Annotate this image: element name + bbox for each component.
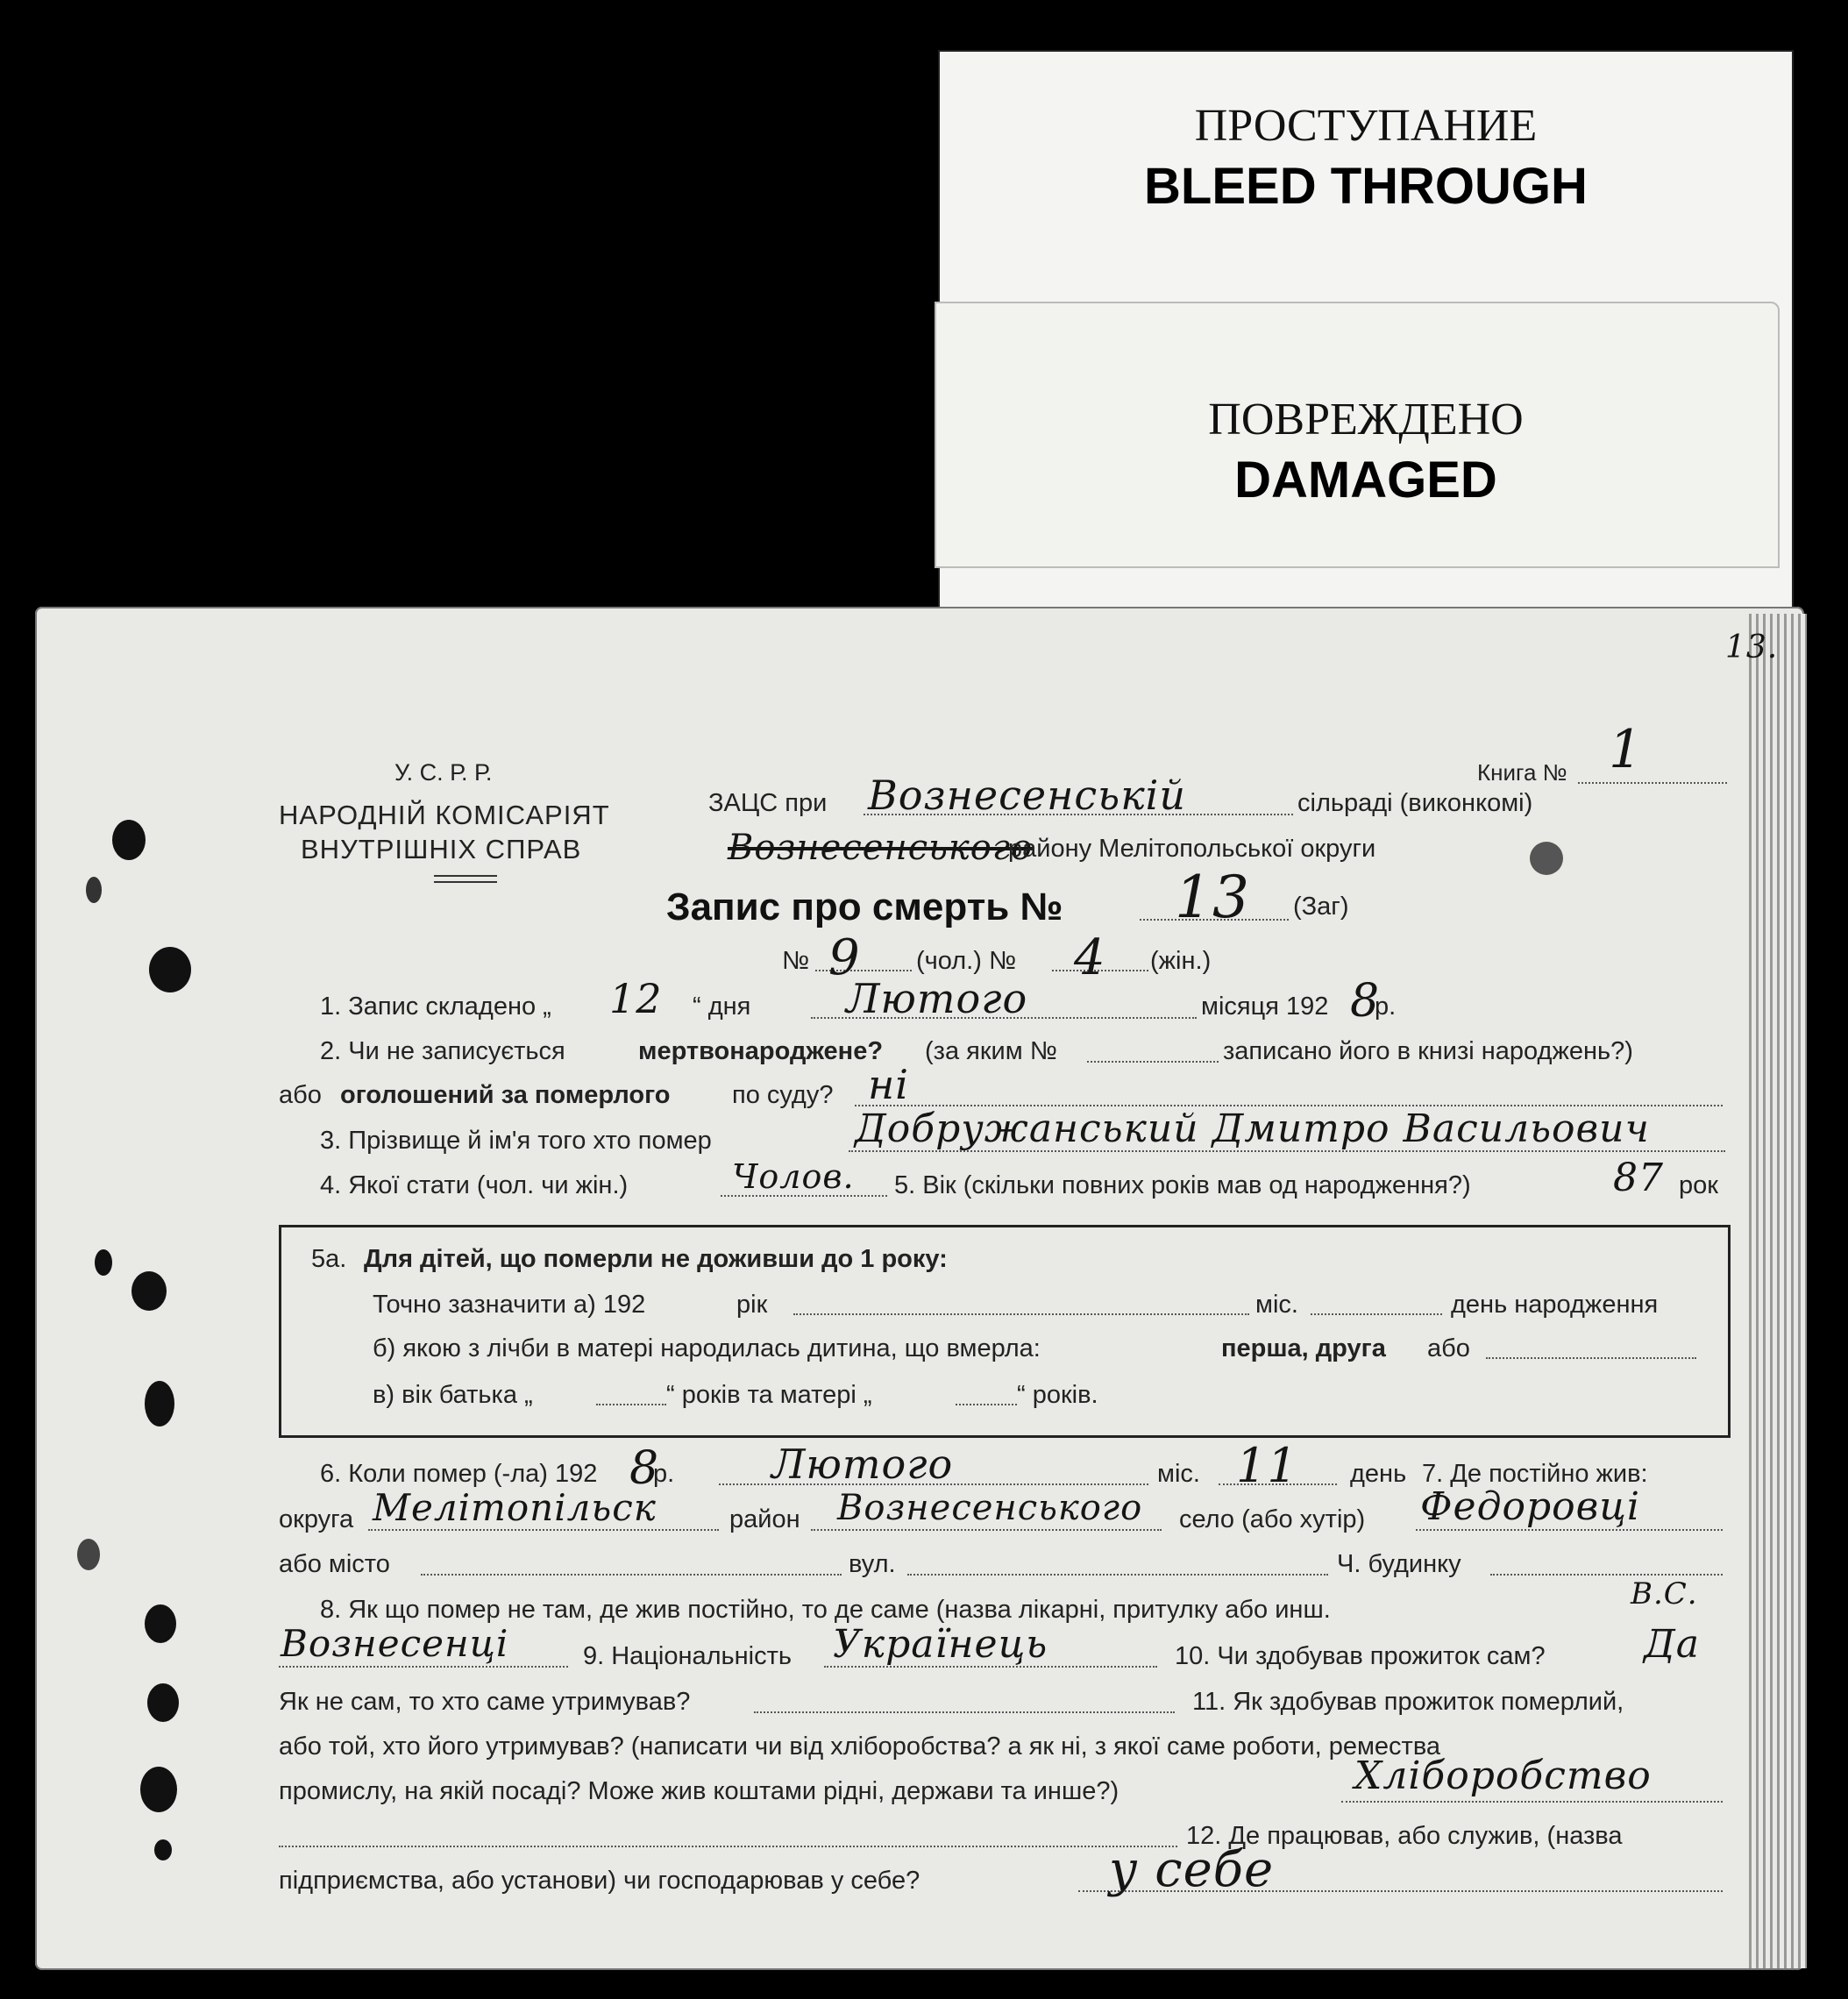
q5a-mother-age-line xyxy=(956,1404,1017,1405)
okruha-value: Мелітопільск xyxy=(373,1486,657,1529)
q1-day-suffix: “ дня xyxy=(693,992,751,1021)
q5a-row-a2: рік xyxy=(736,1291,768,1319)
q4-label: 4. Якої стати (чол. чи жін.) xyxy=(320,1171,629,1199)
q5a-row-a1: Точно зазначити а) 192 xyxy=(373,1291,646,1319)
q3-deceased-name: Добружанський Дмитро Васильович xyxy=(855,1106,1650,1151)
q8-value-top: В.С. xyxy=(1631,1576,1698,1611)
council-label: сільраді (виконкомі) xyxy=(1297,789,1533,817)
q5a-row-b2: перша, друга xyxy=(1221,1334,1386,1362)
q5a-heading: Для дітей, що померли не доживши до 1 року: xyxy=(364,1245,948,1273)
q5a-order-line xyxy=(1486,1357,1696,1359)
selo-value: Федоровці xyxy=(1420,1484,1640,1529)
q11-line3: промислу, на якій посаді? Може жив коштами рідні, держави та инше?) xyxy=(279,1777,1119,1805)
q12-line2: підприємства, або установи) чи господарював у себе? xyxy=(279,1867,920,1895)
q6-month-label: міс. xyxy=(1157,1460,1200,1488)
raion-line xyxy=(811,1529,1162,1531)
okruha-line xyxy=(368,1529,719,1531)
binding-hole xyxy=(154,1839,172,1860)
q5a-number: 5а. xyxy=(311,1245,347,1273)
commissariat-line-1: НАРОДНІЙ КОМІСАРІЯТ xyxy=(279,800,610,830)
q2-line1c: записано його в книзі народжень?) xyxy=(1223,1037,1633,1065)
q1-label: 1. Запис складено „ xyxy=(320,992,551,1021)
q12-label: 12. Де працював, або служив, (назва xyxy=(1186,1822,1623,1850)
q11-line1: Як не сам, то хто саме утримував? xyxy=(279,1688,691,1716)
q6-year: 8 xyxy=(629,1442,660,1495)
binding-hole xyxy=(112,820,146,860)
q10-answer: Да xyxy=(1644,1622,1701,1667)
female-number: 4 xyxy=(1074,929,1106,986)
q8-label: 8. Як що помер не там, де жив постійно, то де саме (назва лікарні, притулку або инш. xyxy=(320,1596,1331,1624)
q12-answer: у себе xyxy=(1109,1841,1275,1898)
q1-year-suffix: р. xyxy=(1375,992,1397,1021)
q1-month-label: місяця 192 xyxy=(1201,992,1329,1021)
binding-hole xyxy=(140,1767,177,1812)
record-title: Запис про смерть № xyxy=(666,886,1063,928)
raion-label: район xyxy=(729,1505,800,1533)
q4-sex: Чолов. xyxy=(732,1157,855,1196)
district-name: Вознесенського xyxy=(728,828,1034,868)
q5a-row-c2: “ років та матері „ xyxy=(666,1381,872,1409)
q11-extra-line xyxy=(279,1846,1177,1847)
q5-age: 87 xyxy=(1613,1156,1664,1200)
q2-declared: оголошений за померлого xyxy=(340,1081,671,1109)
page-number: 13. xyxy=(1725,630,1779,665)
q2-stillborn: мертвонароджене? xyxy=(638,1037,884,1065)
ussr-label: У. С. Р. Р. xyxy=(394,759,493,786)
q6-day-label: день xyxy=(1350,1460,1407,1488)
q5a-month-line xyxy=(793,1313,1249,1315)
header-rule xyxy=(434,875,497,877)
q2-line1: 2. Чи не записується xyxy=(320,1037,565,1065)
record-suffix: (Заг) xyxy=(1293,893,1349,921)
q5a-row-b3: або xyxy=(1427,1334,1470,1362)
male-label: (чол.) № xyxy=(916,947,1017,975)
female-label: (жін.) xyxy=(1150,947,1212,975)
q5a-row-a4: день народження xyxy=(1451,1291,1659,1319)
q5a-day-line xyxy=(1311,1313,1442,1315)
q9-nationality: Українець xyxy=(833,1622,1048,1667)
q8-place: Вознесенці xyxy=(281,1622,509,1665)
q6-month: Лютого xyxy=(771,1441,954,1488)
q11-line2: або той, хто його утримував? (написати чи від хліборобства? а як ні, з якої саме роботи, ремества xyxy=(279,1732,1441,1761)
q5a-row-a3: міс. xyxy=(1255,1291,1298,1319)
q6-label: 6. Коли помер (-ла) 192 xyxy=(320,1460,598,1488)
binding-hole xyxy=(77,1539,100,1570)
q5a-row-c3: “ років. xyxy=(1017,1381,1098,1409)
q1-year: 8 xyxy=(1350,975,1381,1028)
binding-hole xyxy=(95,1249,112,1276)
header-rule xyxy=(434,881,497,883)
q2-line2a: або xyxy=(279,1081,322,1109)
q5a-row-b1: б) якою з лічби в матері народилась дитина, що вмерла: xyxy=(373,1334,1041,1362)
selo-label: село (або хутір) xyxy=(1179,1505,1366,1533)
notice-damaged-en: DAMAGED xyxy=(1234,452,1497,509)
q6-year-suffix: р. xyxy=(653,1460,675,1488)
binding-hole xyxy=(145,1604,176,1643)
binding-hole xyxy=(86,877,102,903)
q5a-row-c1: в) вік батька „ xyxy=(373,1381,533,1409)
q5-age-label: 5. Вік (скільки повних років мав од народження?) xyxy=(894,1171,1471,1199)
record-number: 13 xyxy=(1175,864,1250,931)
city-label: або місто xyxy=(279,1550,390,1578)
q2-number-line xyxy=(1087,1061,1219,1063)
selo-line xyxy=(1416,1529,1723,1531)
street-line xyxy=(907,1574,1328,1576)
notice-damaged-ru: ПОВРЕЖДЕНО xyxy=(1208,395,1524,445)
q1-day: 12 xyxy=(609,975,663,1022)
book-fill-line xyxy=(1578,782,1727,784)
q5a-father-age-line xyxy=(596,1404,666,1405)
book-number: 1 xyxy=(1609,719,1644,780)
okruha-label: округа xyxy=(279,1505,354,1533)
q2-line2b: по суду? xyxy=(732,1081,834,1109)
binding-hole xyxy=(147,1683,179,1722)
notice-bleed-through-ru: ПРОСТУПАНИЕ xyxy=(1194,101,1538,151)
no-label: № xyxy=(782,947,810,975)
male-number: 9 xyxy=(828,929,861,986)
street-label: вул. xyxy=(849,1550,896,1578)
q5-age-suffix: рок xyxy=(1679,1171,1718,1199)
raion-value: Вознесенського xyxy=(837,1488,1143,1528)
q1-month: Лютого xyxy=(846,975,1028,1022)
book-label: Книга № xyxy=(1477,759,1567,786)
q11-line1b: 11. Як здобував прожиток померлий, xyxy=(1192,1688,1624,1716)
q11-answer-line xyxy=(1341,1801,1723,1803)
binding-hole xyxy=(145,1381,174,1426)
q10-label: 10. Чи здобував прожиток сам? xyxy=(1175,1642,1546,1670)
binding-hole xyxy=(131,1271,167,1311)
city-line xyxy=(421,1574,842,1576)
sheet-stack-edge xyxy=(1749,614,1807,1968)
q11-occupation: Хліборобство xyxy=(1354,1754,1652,1798)
q11-supporter-line xyxy=(754,1711,1175,1713)
q2-line1b: (за яким № xyxy=(925,1037,1057,1065)
house-line xyxy=(1490,1574,1723,1576)
zags-label: ЗАЦС при xyxy=(708,789,828,817)
q9-label: 9. Національність xyxy=(583,1642,793,1670)
archive-notice-card xyxy=(938,50,1794,612)
commissariat-line-2: ВНУТРІШНІХ СПРАВ xyxy=(301,834,582,864)
notice-bleed-through-en: BLEED THROUGH xyxy=(1144,158,1588,215)
district-label: району Мелітопольської округи xyxy=(1008,835,1376,863)
house-label: Ч. будинку xyxy=(1337,1550,1461,1578)
binding-hole xyxy=(149,947,191,992)
q2-answer: ні xyxy=(868,1061,910,1108)
q8-line xyxy=(279,1666,568,1668)
zags-council-name: Вознесенській xyxy=(868,772,1187,819)
q7-label: 7. Де постійно жив: xyxy=(1422,1460,1648,1488)
q6-day: 11 xyxy=(1236,1438,1298,1493)
ink-blot xyxy=(1530,842,1563,875)
q3-label: 3. Прізвище й ім'я того хто помер xyxy=(320,1127,712,1155)
